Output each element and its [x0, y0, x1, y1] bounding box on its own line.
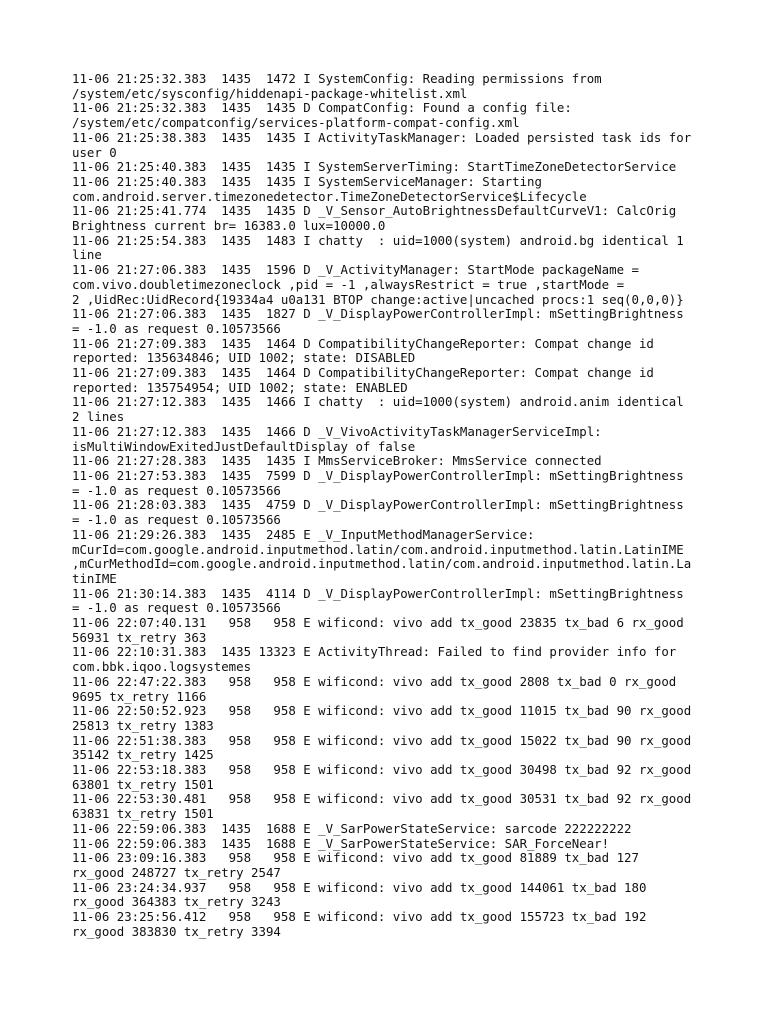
log-line: 11-06 22:51:38.383 958 958 E wificond: vivo add tx_good 15022 tx_bad 90 rx_good — [72, 732, 692, 748]
log-line: isMultiWindowExitedJustDefaultDisplay of false — [72, 438, 416, 454]
log-line: rx_good 364383 tx_retry 3243 — [72, 894, 281, 910]
log-document — [72, 72, 702, 939]
log-line: 11-06 21:25:41.774 1435 1435 D _V_Sensor_AutoBrightnessDefaultCurveV1: CalcOrig — [72, 203, 677, 219]
log-line: 11-06 21:25:32.383 1435 1435 D CompatConfig: Found a config file: — [72, 100, 572, 116]
log-line: 11-06 22:10:31.383 1435 13323 E ActivityThread: Failed to find provider info for — [72, 644, 677, 660]
log-line: = -1.0 as request 0.10573566 — [72, 600, 281, 616]
log-line: 11-06 22:53:18.383 958 958 E wificond: vivo add tx_good 30498 tx_bad 92 rx_good — [72, 762, 692, 778]
log-line: 11-06 21:25:32.383 1435 1472 I SystemConfig: Reading permissions from — [72, 71, 602, 86]
log-line: 2 ,UidRec:UidRecord{19334a4 u0a131 BTOP change:active|uncached procs:1 seq(0,0,0)} — [72, 291, 684, 307]
log-line: = -1.0 as request 0.10573566 — [72, 512, 281, 528]
log-line: 2 lines — [72, 409, 125, 425]
log-line: com.vivo.doubletimezoneclock ,pid = -1 ,alwaysRestrict = true ,startMode = — [72, 276, 625, 292]
log-line: 11-06 22:47:22.383 958 958 E wificond: vivo add tx_good 2808 tx_bad 0 rx_good — [72, 673, 677, 689]
log-line: 11-06 22:59:06.383 1435 1688 E _V_SarPowerStateService: sarcode 222222222 — [72, 820, 632, 836]
log-line: 56931 tx_retry 363 — [72, 629, 207, 645]
log-line: 11-06 21:25:38.383 1435 1435 I ActivityTaskManager: Loaded persisted task ids for — [72, 129, 692, 145]
log-line: 11-06 21:25:40.383 1435 1435 I SystemServiceManager: Starting — [72, 173, 542, 189]
log-line: tinIME — [72, 570, 117, 586]
log-line: = -1.0 as request 0.10573566 — [72, 482, 281, 498]
log-line: 11-06 22:07:40.131 958 958 E wificond: vivo add tx_good 23835 tx_bad 6 rx_good — [72, 615, 684, 631]
log-line: Brightness current br= 16383.0 lux=10000.0 — [72, 218, 386, 234]
log-line: 11-06 23:24:34.937 958 958 E wificond: vivo add tx_good 144061 tx_bad 180 — [72, 879, 647, 895]
log-line: 11-06 21:27:28.383 1435 1435 I MmsServiceBroker: MmsService connected — [72, 453, 602, 469]
log-line: 11-06 21:30:14.383 1435 4114 D _V_DisplayPowerControllerImpl: mSettingBrightness — [72, 585, 684, 601]
log-line: 11-06 21:28:03.383 1435 4759 D _V_DisplayPowerControllerImpl: mSettingBrightness — [72, 497, 684, 513]
log-line: reported: 135754954; UID 1002; state: ENABLED — [72, 379, 408, 395]
log-line: rx_good 383830 tx_retry 3394 — [72, 923, 281, 939]
log-line: ,mCurMethodId=com.google.android.inputmethod.latin/com.android.inputmethod.latin.La — [72, 556, 692, 572]
log-line: mCurId=com.google.android.inputmethod.latin/com.android.inputmethod.latin.LatinIME — [72, 541, 684, 557]
log-line: user 0 — [72, 144, 117, 160]
log-line: 11-06 23:09:16.383 958 958 E wificond: vivo add tx_good 81889 tx_bad 127 — [72, 850, 639, 866]
log-line: 9695 tx_retry 1166 — [72, 688, 207, 704]
log-line: = -1.0 as request 0.10573566 — [72, 320, 281, 336]
log-line: 63801 tx_retry 1501 — [72, 776, 214, 792]
log-line: reported: 135634846; UID 1002; state: DISABLED — [72, 350, 416, 366]
log-line: 11-06 22:53:30.481 958 958 E wificond: vivo add tx_good 30531 tx_bad 92 rx_good — [72, 791, 692, 807]
log-line: com.bbk.iqoo.logsystemes — [72, 659, 252, 675]
log-line: 35142 tx_retry 1425 — [72, 747, 214, 763]
log-line: 11-06 21:27:09.383 1435 1464 D CompatibilityChangeReporter: Compat change id — [72, 365, 654, 381]
log-line: 63831 tx_retry 1501 — [72, 806, 214, 822]
log-line: 11-06 21:27:53.383 1435 7599 D _V_DisplayPowerControllerImpl: mSettingBrightness — [72, 467, 684, 483]
log-line: 11-06 21:29:26.383 1435 2485 E _V_InputMethodManagerService: — [72, 526, 535, 542]
log-line: 11-06 21:27:12.383 1435 1466 I chatty : uid=1000(system) android.anim identical — [72, 394, 684, 410]
log-line: 11-06 21:27:06.383 1435 1827 D _V_DisplayPowerControllerImpl: mSettingBrightness — [72, 306, 684, 322]
log-line: rx_good 248727 tx_retry 2547 — [72, 864, 281, 880]
log-line: 11-06 21:27:12.383 1435 1466 D _V_VivoActivityTaskManagerServiceImpl: — [72, 423, 602, 439]
log-line: com.android.server.timezonedetector.TimeZoneDetectorService$Lifecycle — [72, 188, 587, 204]
log-line: /system/etc/sysconfig/hiddenapi-package-whitelist.xml — [72, 85, 468, 101]
log-line: 11-06 23:25:56.412 958 958 E wificond: vivo add tx_good 155723 tx_bad 192 — [72, 909, 647, 925]
log-line: 11-06 21:27:09.383 1435 1464 D CompatibilityChangeReporter: Compat change id — [72, 335, 654, 351]
log-line: 11-06 22:50:52.923 958 958 E wificond: vivo add tx_good 11015 tx_bad 90 rx_good — [72, 703, 692, 719]
log-line: /system/etc/compatconfig/services-platform-compat-config.xml — [72, 115, 520, 131]
log-line: 25813 tx_retry 1383 — [72, 717, 214, 733]
log-body — [72, 72, 702, 939]
log-line: 11-06 21:25:54.383 1435 1483 I chatty : uid=1000(system) android.bg identical 1 — [72, 232, 684, 248]
log-line: line — [72, 247, 102, 263]
log-line: 11-06 21:27:06.383 1435 1596 D _V_ActivityManager: StartMode packageName = — [72, 262, 639, 278]
log-line: 11-06 22:59:06.383 1435 1688 E _V_SarPowerStateService: SAR_ForceNear! — [72, 835, 610, 851]
log-line: 11-06 21:25:40.383 1435 1435 I SystemServerTiming: StartTimeZoneDetectorService — [72, 159, 677, 175]
